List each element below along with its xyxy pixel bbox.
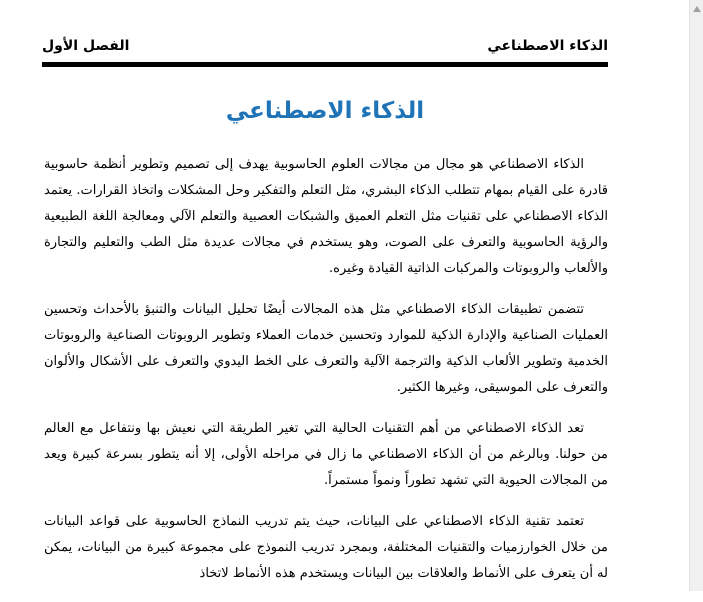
header-book-title: الذكاء الاصطناعي	[487, 38, 608, 54]
header-rule	[42, 62, 608, 67]
vertical-scrollbar[interactable]	[689, 0, 703, 591]
header-chapter: الفصل الأول	[42, 38, 130, 54]
scroll-up-arrow-icon[interactable]	[693, 6, 701, 12]
paragraph-1: الذكاء الاصطناعي هو مجال من مجالات العلوم الحاسوبية يهدف إلى تصميم وتطوير أنظمة حاسوبية قادرة على القيام بمهام تتطلب الذكاء البشري، مثل التعلم والتفكير وحل المشكلات واتخاذ القرارات. يعتمد الذكاء الاصطناعي على تقنيات مثل التعلم العميق والشبكات العصبية والتعلم الآلي ومعالجة اللغة الطبيعية والرؤية الحاسوبية والتعرف على الصوت، وهو يستخدم في مجالات عديدة مثل الطب والتعليم والتجارة والألعاب والروبوتات والمركبات الذاتية القيادة وغيره.	[44, 157, 608, 276]
body-text	[44, 152, 608, 602]
running-header	[42, 38, 608, 60]
paragraph-4: تعتمد تقنية الذكاء الاصطناعي على البيانات، حيث يتم تدريب النماذج الحاسوبية على قواعد البيانات من خلال الخوارزميات والتقنيات المختلفة، وبمجرد تدريب النموذج على مجموعة كبيرة من البيانات، يمكن له أن يتعرف على الأنماط والعلاقات بين البيانات ويستخدم هذه الأنماط لاتخاذ	[44, 514, 608, 581]
paragraph-2: تتضمن تطبيقات الذكاء الاصطناعي مثل هذه المجالات أيضًا تحليل البيانات والتنبؤ بالأحداث وتحسين العمليات الصناعية والإدارة الذكية للموارد وتحسين خدمات العملاء وتطوير الروبوتات الصناعية والروبوتات الخدمية وتطوير الألعاب الذكية والترجمة الآلية والتعرف على الخط اليدوي والتعرف على الأشكال والألوان والتعرف على الموسيقى، وغيرها الكثير.	[44, 302, 608, 395]
paragraph-3: تعد الذكاء الاصطناعي من أهم التقنيات الحالية التي تغير الطريقة التي نعيش بها ونتفاعل مع العالم من حولنا. وبالرغم من أن الذكاء الاصطناعي ما زال في مراحله الأولى، إلا أنه يتطور بسرعة كبيرة ويعد من المجالات الحيوية التي تشهد تطوراً ونمواً مستمراً.	[44, 421, 608, 488]
page-title: الذكاء الاصطناعي	[225, 98, 425, 124]
